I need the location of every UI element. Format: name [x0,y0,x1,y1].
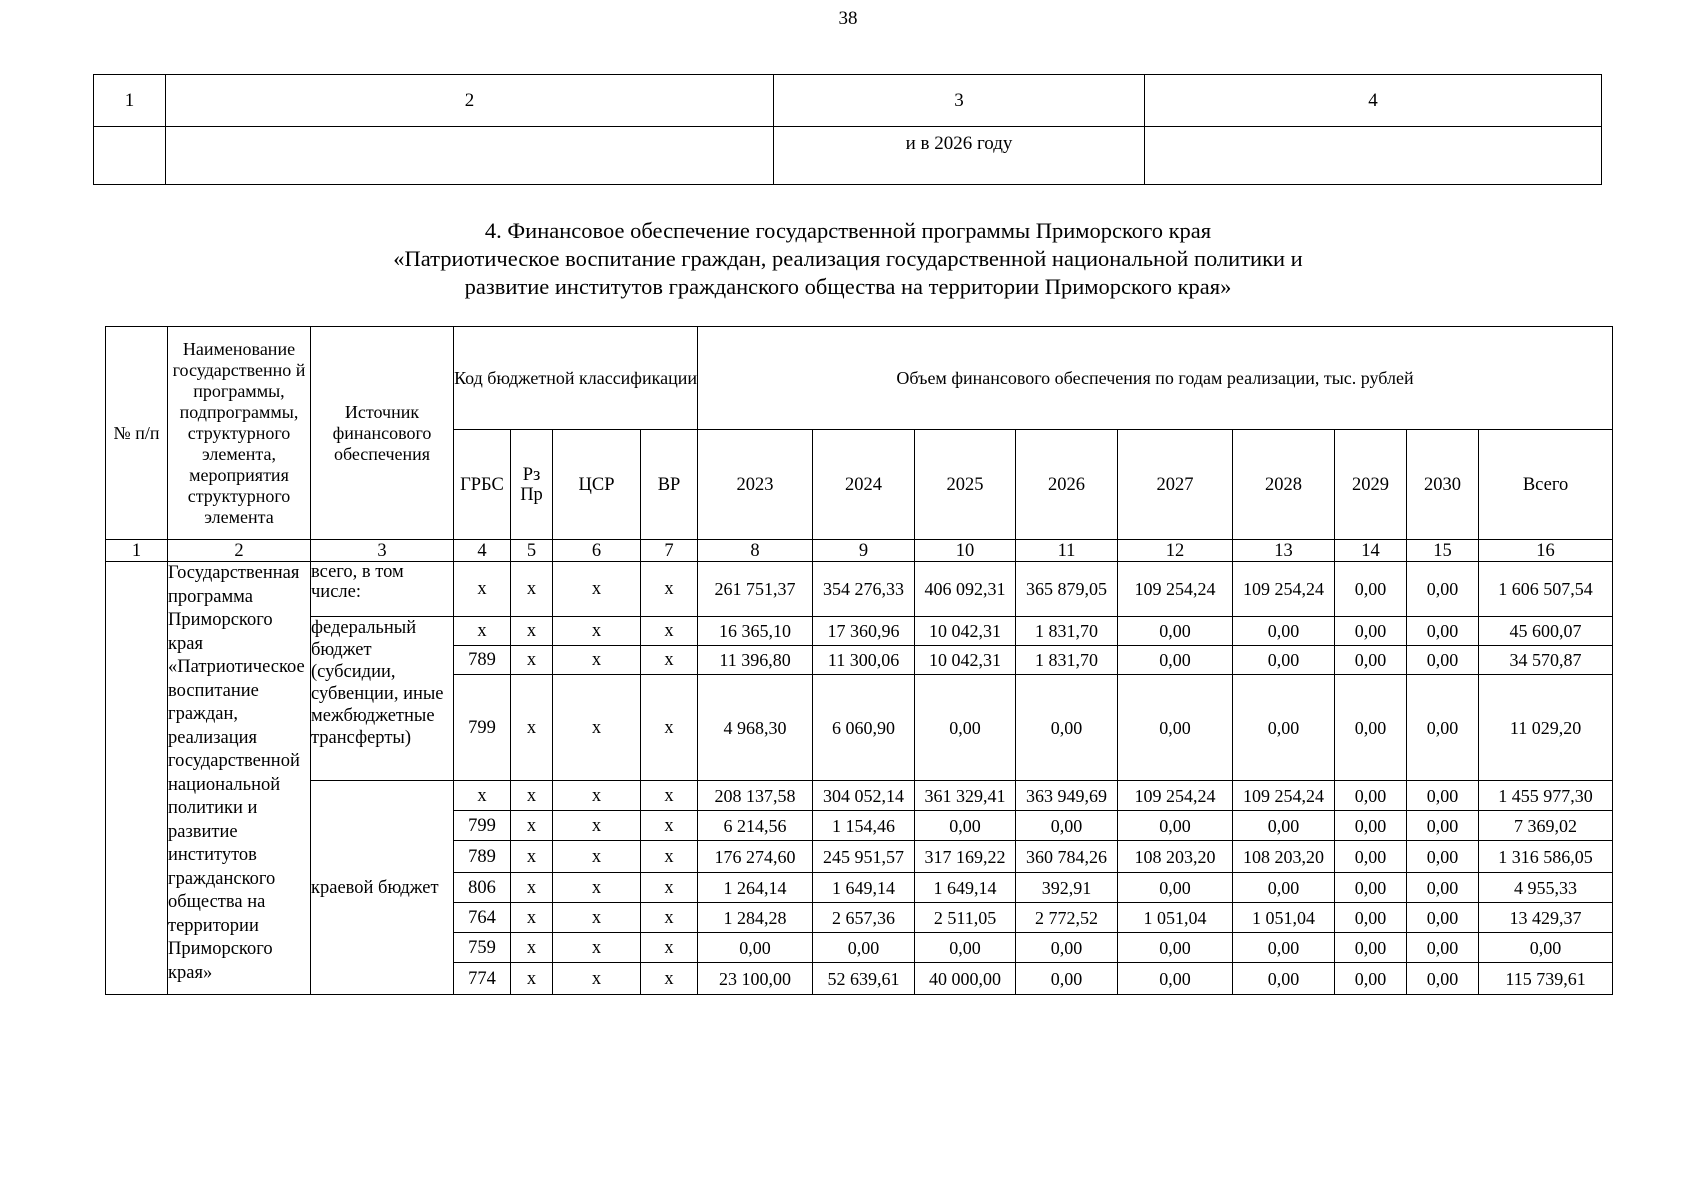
kbk-rzpr-cell: x [511,617,553,646]
value-cell: 0,00 [1407,675,1479,781]
kbk-grbs-cell: x [454,617,511,646]
column-number: 11 [1016,540,1118,562]
kbk-csr-cell: x [553,873,641,903]
value-cell: 0,00 [1233,646,1335,675]
kbk-grbs-cell: 789 [454,841,511,873]
value-cell: 2 511,05 [915,903,1016,933]
value-cell: 0,00 [915,811,1016,841]
kbk-rzpr-cell: x [511,873,553,903]
value-cell: 0,00 [1335,841,1407,873]
value-cell: 11 029,20 [1479,675,1613,781]
value-cell: 10 042,31 [915,646,1016,675]
value-cell: 0,00 [1118,617,1233,646]
kbk-grbs-cell: 764 [454,903,511,933]
kbk-csr-cell: x [553,933,641,963]
value-cell: 0,00 [813,933,915,963]
column-number: 8 [698,540,813,562]
value-cell: 0,00 [1016,675,1118,781]
value-cell: 0,00 [1407,841,1479,873]
kbk-vr-cell: x [641,963,698,995]
value-cell: 0,00 [1407,646,1479,675]
value-cell: 0,00 [1233,811,1335,841]
kbk-grbs-cell: 799 [454,675,511,781]
column-number: 13 [1233,540,1335,562]
value-cell: 0,00 [1335,675,1407,781]
column-number: 12 [1118,540,1233,562]
value-cell: 108 203,20 [1233,841,1335,873]
heading-line-1: 4. Финансовое обеспечение государственной программы Приморского края [484,218,1212,243]
value-cell: 0,00 [1335,617,1407,646]
financing-table [105,326,1613,995]
kbk-csr-cell: x [553,562,641,617]
column-number: 15 [1407,540,1479,562]
value-cell: 0,00 [1016,963,1118,995]
value-cell: 109 254,24 [1118,781,1233,811]
value-cell: 365 879,05 [1016,562,1118,617]
kbk-rzpr-cell: x [511,781,553,811]
kbk-rzpr-cell: x [511,963,553,995]
value-cell: 2 772,52 [1016,903,1118,933]
value-cell: 23 100,00 [698,963,813,995]
header-name: Наименование государственно й программы, подпрограммы, структурного элемента, мероприятия структурного элемента [168,327,311,540]
value-cell: 0,00 [1335,562,1407,617]
row-number-cell [106,562,168,995]
kbk-grbs-cell: 806 [454,873,511,903]
kbk-csr-cell: x [553,617,641,646]
value-cell: 11 300,06 [813,646,915,675]
value-cell: 0,00 [1335,903,1407,933]
header-csr: ЦСР [553,430,641,540]
table-row [106,562,1613,617]
header-kbk: Код бюджетной классификации [454,327,698,430]
column-numbers-row [106,540,1613,562]
value-cell: 392,91 [1016,873,1118,903]
kbk-vr-cell: x [641,617,698,646]
value-cell: 10 042,31 [915,617,1016,646]
kbk-vr-cell: x [641,903,698,933]
top-col-3-header: 3 [774,75,1145,127]
kbk-rzpr-cell: x [511,841,553,873]
value-cell: 1 649,14 [813,873,915,903]
value-cell: 0,00 [915,675,1016,781]
value-cell: 0,00 [1407,903,1479,933]
value-cell: 0,00 [698,933,813,963]
value-cell: 0,00 [1233,933,1335,963]
header-total: Всего [1479,430,1613,540]
value-cell: 4 968,30 [698,675,813,781]
column-number: 9 [813,540,915,562]
column-number: 4 [454,540,511,562]
kbk-csr-cell: x [553,903,641,933]
value-cell: 245 951,57 [813,841,915,873]
value-cell: 109 254,24 [1233,562,1335,617]
value-cell: 0,00 [1335,811,1407,841]
kbk-vr-cell: x [641,646,698,675]
heading-line-2: «Патриотическое воспитание граждан, реализация государственной национальной политики и [393,246,1303,271]
kbk-vr-cell: x [641,562,698,617]
value-cell: 6 060,90 [813,675,915,781]
header-source: Источник финансового обеспечения [311,327,454,540]
continuation-table [93,74,1602,185]
column-number: 2 [168,540,311,562]
section-heading [0,217,1696,301]
column-number: 14 [1335,540,1407,562]
value-cell: 0,00 [1335,963,1407,995]
column-number: 5 [511,540,553,562]
value-cell: 0,00 [1118,873,1233,903]
value-cell: 0,00 [1407,617,1479,646]
table-row [106,781,1613,811]
value-cell: 0,00 [1118,963,1233,995]
top-col-4-header: 4 [1145,75,1602,127]
value-cell: 360 784,26 [1016,841,1118,873]
value-cell: 1 831,70 [1016,617,1118,646]
kbk-rzpr-cell: x [511,646,553,675]
header-year-2026: 2026 [1016,430,1118,540]
value-cell: 0,00 [1016,933,1118,963]
value-cell: 0,00 [1407,873,1479,903]
value-cell: 0,00 [1233,963,1335,995]
value-cell: 0,00 [1407,963,1479,995]
value-cell: 0,00 [1233,617,1335,646]
value-cell: 1 284,28 [698,903,813,933]
table-row [106,617,1613,646]
value-cell: 0,00 [1335,933,1407,963]
value-cell: 17 360,96 [813,617,915,646]
value-cell: 0,00 [1335,646,1407,675]
value-cell: 40 000,00 [915,963,1016,995]
kbk-vr-cell: x [641,933,698,963]
value-cell: 7 369,02 [1479,811,1613,841]
kbk-csr-cell: x [553,781,641,811]
value-cell: 0,00 [1335,873,1407,903]
value-cell: 0,00 [1118,646,1233,675]
top-cell-4 [1145,127,1602,185]
kbk-vr-cell: x [641,841,698,873]
value-cell: 261 751,37 [698,562,813,617]
header-vr: ВР [641,430,698,540]
kbk-vr-cell: x [641,675,698,781]
value-cell: 45 600,07 [1479,617,1613,646]
header-year-2025: 2025 [915,430,1016,540]
value-cell: 6 214,56 [698,811,813,841]
kbk-vr-cell: x [641,811,698,841]
value-cell: 1 154,46 [813,811,915,841]
top-cell-1 [94,127,166,185]
heading-line-3: развитие институтов гражданского общества на территории Приморского края» [464,274,1232,299]
value-cell: 11 396,80 [698,646,813,675]
value-cell: 0,00 [1118,675,1233,781]
value-cell: 0,00 [1118,811,1233,841]
header-year-2023: 2023 [698,430,813,540]
kbk-rzpr-cell: x [511,933,553,963]
value-cell: 1 051,04 [1233,903,1335,933]
value-cell: 52 639,61 [813,963,915,995]
value-cell: 1 455 977,30 [1479,781,1613,811]
value-cell: 406 092,31 [915,562,1016,617]
kbk-csr-cell: x [553,811,641,841]
source-federal: федеральный бюджет (субсидии, субвенции, иные межбюджетные трансферты) [311,617,454,781]
kbk-csr-cell: x [553,675,641,781]
value-cell: 13 429,37 [1479,903,1613,933]
kbk-rzpr-cell: x [511,903,553,933]
top-col-1-header: 1 [94,75,166,127]
top-cell-3: и в 2026 году [774,127,1145,185]
value-cell: 317 169,22 [915,841,1016,873]
value-cell: 4 955,33 [1479,873,1613,903]
value-cell: 34 570,87 [1479,646,1613,675]
value-cell: 363 949,69 [1016,781,1118,811]
kbk-csr-cell: x [553,841,641,873]
value-cell: 0,00 [1407,811,1479,841]
kbk-grbs-cell: 789 [454,646,511,675]
value-cell: 361 329,41 [915,781,1016,811]
kbk-vr-cell: x [641,781,698,811]
value-cell: 0,00 [1335,781,1407,811]
header-grbs: ГРБС [454,430,511,540]
value-cell: 0,00 [1233,675,1335,781]
value-cell: 0,00 [1407,562,1479,617]
value-cell: 0,00 [1118,933,1233,963]
value-cell: 0,00 [1233,873,1335,903]
kbk-grbs-cell: 774 [454,963,511,995]
value-cell: 108 203,20 [1118,841,1233,873]
value-cell: 1 649,14 [915,873,1016,903]
top-cell-2 [166,127,774,185]
column-number: 6 [553,540,641,562]
column-number: 7 [641,540,698,562]
header-year-2027: 2027 [1118,430,1233,540]
header-year-2030: 2030 [1407,430,1479,540]
value-cell: 1 051,04 [1118,903,1233,933]
value-cell: 0,00 [915,933,1016,963]
value-cell: 304 052,14 [813,781,915,811]
header-year-2028: 2028 [1233,430,1335,540]
header-no: № п/п [106,327,168,540]
kbk-rzpr-cell: x [511,562,553,617]
kbk-grbs-cell: x [454,781,511,811]
kbk-grbs-cell: 759 [454,933,511,963]
value-cell: 0,00 [1479,933,1613,963]
column-number: 16 [1479,540,1613,562]
value-cell: 208 137,58 [698,781,813,811]
value-cell: 0,00 [1016,811,1118,841]
kbk-grbs-cell: x [454,562,511,617]
kbk-rzpr-cell: x [511,675,553,781]
value-cell: 0,00 [1407,933,1479,963]
column-number: 3 [311,540,454,562]
column-number: 10 [915,540,1016,562]
header-year-2024: 2024 [813,430,915,540]
value-cell: 0,00 [1407,781,1479,811]
value-cell: 176 274,60 [698,841,813,873]
kbk-grbs-cell: 799 [454,811,511,841]
top-col-2-header: 2 [166,75,774,127]
value-cell: 115 739,61 [1479,963,1613,995]
value-cell: 109 254,24 [1118,562,1233,617]
value-cell: 1 264,14 [698,873,813,903]
kbk-csr-cell: x [553,963,641,995]
header-rzpr: Рз Пр [511,430,553,540]
kbk-csr-cell: x [553,646,641,675]
column-number: 1 [106,540,168,562]
value-cell: 16 365,10 [698,617,813,646]
value-cell: 109 254,24 [1233,781,1335,811]
value-cell: 1 316 586,05 [1479,841,1613,873]
value-cell: 1 831,70 [1016,646,1118,675]
program-name: Государственная программа Приморского края «Патриотическое воспитание граждан, реализация государственной национальной политики и развитие институтов гражданского общества на территории Приморского края» [168,562,311,995]
kbk-rzpr-cell: x [511,811,553,841]
source-total: всего, в том числе: [311,562,454,617]
source-regional: краевой бюджет [311,781,454,995]
page-number: 38 [838,8,858,29]
value-cell: 2 657,36 [813,903,915,933]
kbk-vr-cell: x [641,873,698,903]
value-cell: 354 276,33 [813,562,915,617]
header-volume: Объем финансового обеспечения по годам реализации, тыс. рублей [698,327,1613,430]
header-year-2029: 2029 [1335,430,1407,540]
value-cell: 1 606 507,54 [1479,562,1613,617]
